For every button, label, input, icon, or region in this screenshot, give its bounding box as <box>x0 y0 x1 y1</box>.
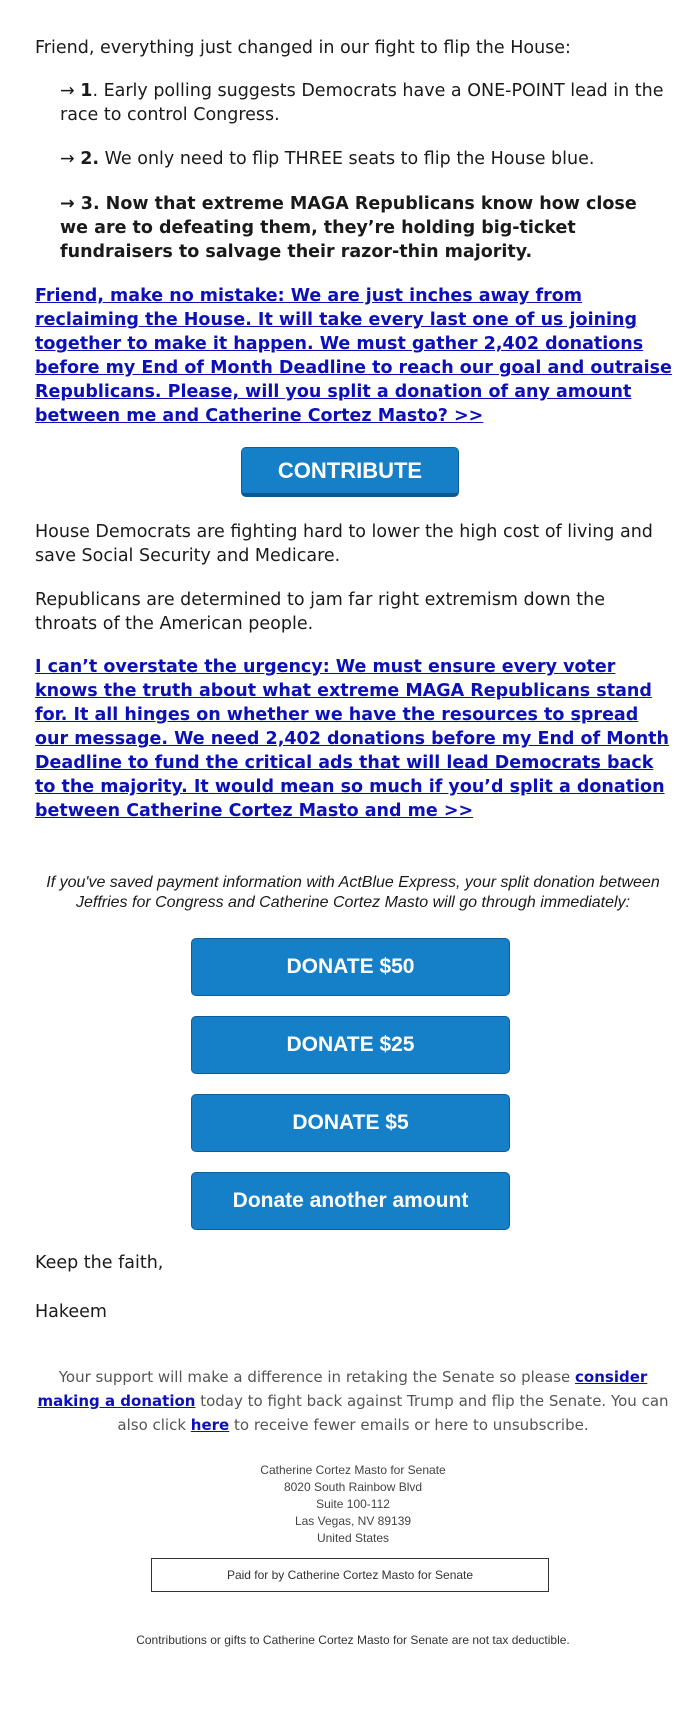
address-line: United States <box>316 1531 390 1545</box>
point-number: 1 <box>80 81 93 101</box>
arrow-icon: → <box>60 81 75 101</box>
contribute-button[interactable]: CONTRIBUTE <box>241 447 459 497</box>
tax-disclaimer: Contributions or gifts to Catherine Cortez Masto for Senate are not tax deductible. <box>136 1633 570 1647</box>
donation-appeal-link-1[interactable]: Friend, make no mistake: We are just inches away from reclaiming the House. It will take every last one of us joining together to make it happen. We must gather 2,402 donations before my End of Month Deadline to reach our goal and outraise Republicans. Please, will you split a donation of any amount between me and Catherine Cortez Masto? >> <box>35 286 672 426</box>
mailing-address <box>35 1462 671 1547</box>
intro-text: Friend, everything just changed in our fight to flip the House: <box>35 38 571 58</box>
donate-50-button[interactable]: DONATE $50 <box>191 938 510 996</box>
donate-25-button[interactable]: DONATE $25 <box>191 1016 510 1074</box>
address-line: Suite 100-112 <box>316 1497 390 1511</box>
paragraph-extremism: Republicans are determined to jam far right extremism down the throats of the American people. <box>35 590 606 634</box>
address-line: Catherine Cortez Masto for Senate <box>260 1463 446 1477</box>
arrow-icon: → <box>60 149 75 169</box>
point-text: We only need to flip THREE seats to flip the House blue. <box>99 149 595 169</box>
point-text: Now that extreme MAGA Republicans know how close we are to defeating them, they’re holding big-ticket fundraisers to salvage their razor-thin majority. <box>60 194 637 262</box>
footer-note <box>35 1365 671 1437</box>
signoff: Keep the faith, <box>35 1253 164 1273</box>
point-text: . Early polling suggests Democrats have a ONE-POINT lead in the race to control Congress. <box>60 81 664 125</box>
point-1 <box>60 79 670 127</box>
consider-donation-link[interactable]: consider making a donation <box>37 1368 648 1410</box>
point-number: 3. <box>80 194 100 214</box>
point-2 <box>60 147 670 171</box>
arrow-icon: → <box>60 194 75 214</box>
donate-5-button[interactable]: DONATE $5 <box>191 1094 510 1152</box>
signature: Hakeem <box>35 1302 107 1322</box>
fewer-emails-link[interactable]: here <box>190 1416 230 1434</box>
donation-appeal-link-2[interactable]: I can’t overstate the urgency: We must ensure every voter knows the truth about what extreme MAGA Republicans stand for. It all hinges on whether we have the resources to spread our message. We need 2,402 donations before my End of Month Deadline to fund the critical ads that will lead Democrats back to the majority. It would mean so much if you’d split a donation between Catherine Cortez Masto and me >> <box>35 657 669 821</box>
paid-for-box: Paid for by Catherine Cortez Masto for Senate <box>151 1558 549 1592</box>
point-3 <box>60 192 670 264</box>
donate-other-amount-button[interactable]: Donate another amount <box>191 1172 510 1230</box>
paragraph-cost-of-living: House Democrats are fighting hard to lower the high cost of living and save Social Security and Medicare. <box>35 522 653 566</box>
actblue-express-note: If you've saved payment information with ActBlue Express, your split donation between Jeffries for Congress and Catherine Cortez Masto will go through immediately: <box>46 874 660 911</box>
point-number: 2. <box>80 149 100 169</box>
footer-note-text: today to fight back against Trump and flip the Senate. You can also click <box>117 1392 669 1434</box>
address-line: Las Vegas, NV 89139 <box>294 1514 412 1528</box>
footer-note-text: Your support will make a difference in retaking the Senate so please <box>58 1368 576 1386</box>
address-line: 8020 South Rainbow Blvd <box>283 1480 423 1494</box>
footer-note-text: to receive fewer emails or here to unsubscribe. <box>229 1416 589 1434</box>
